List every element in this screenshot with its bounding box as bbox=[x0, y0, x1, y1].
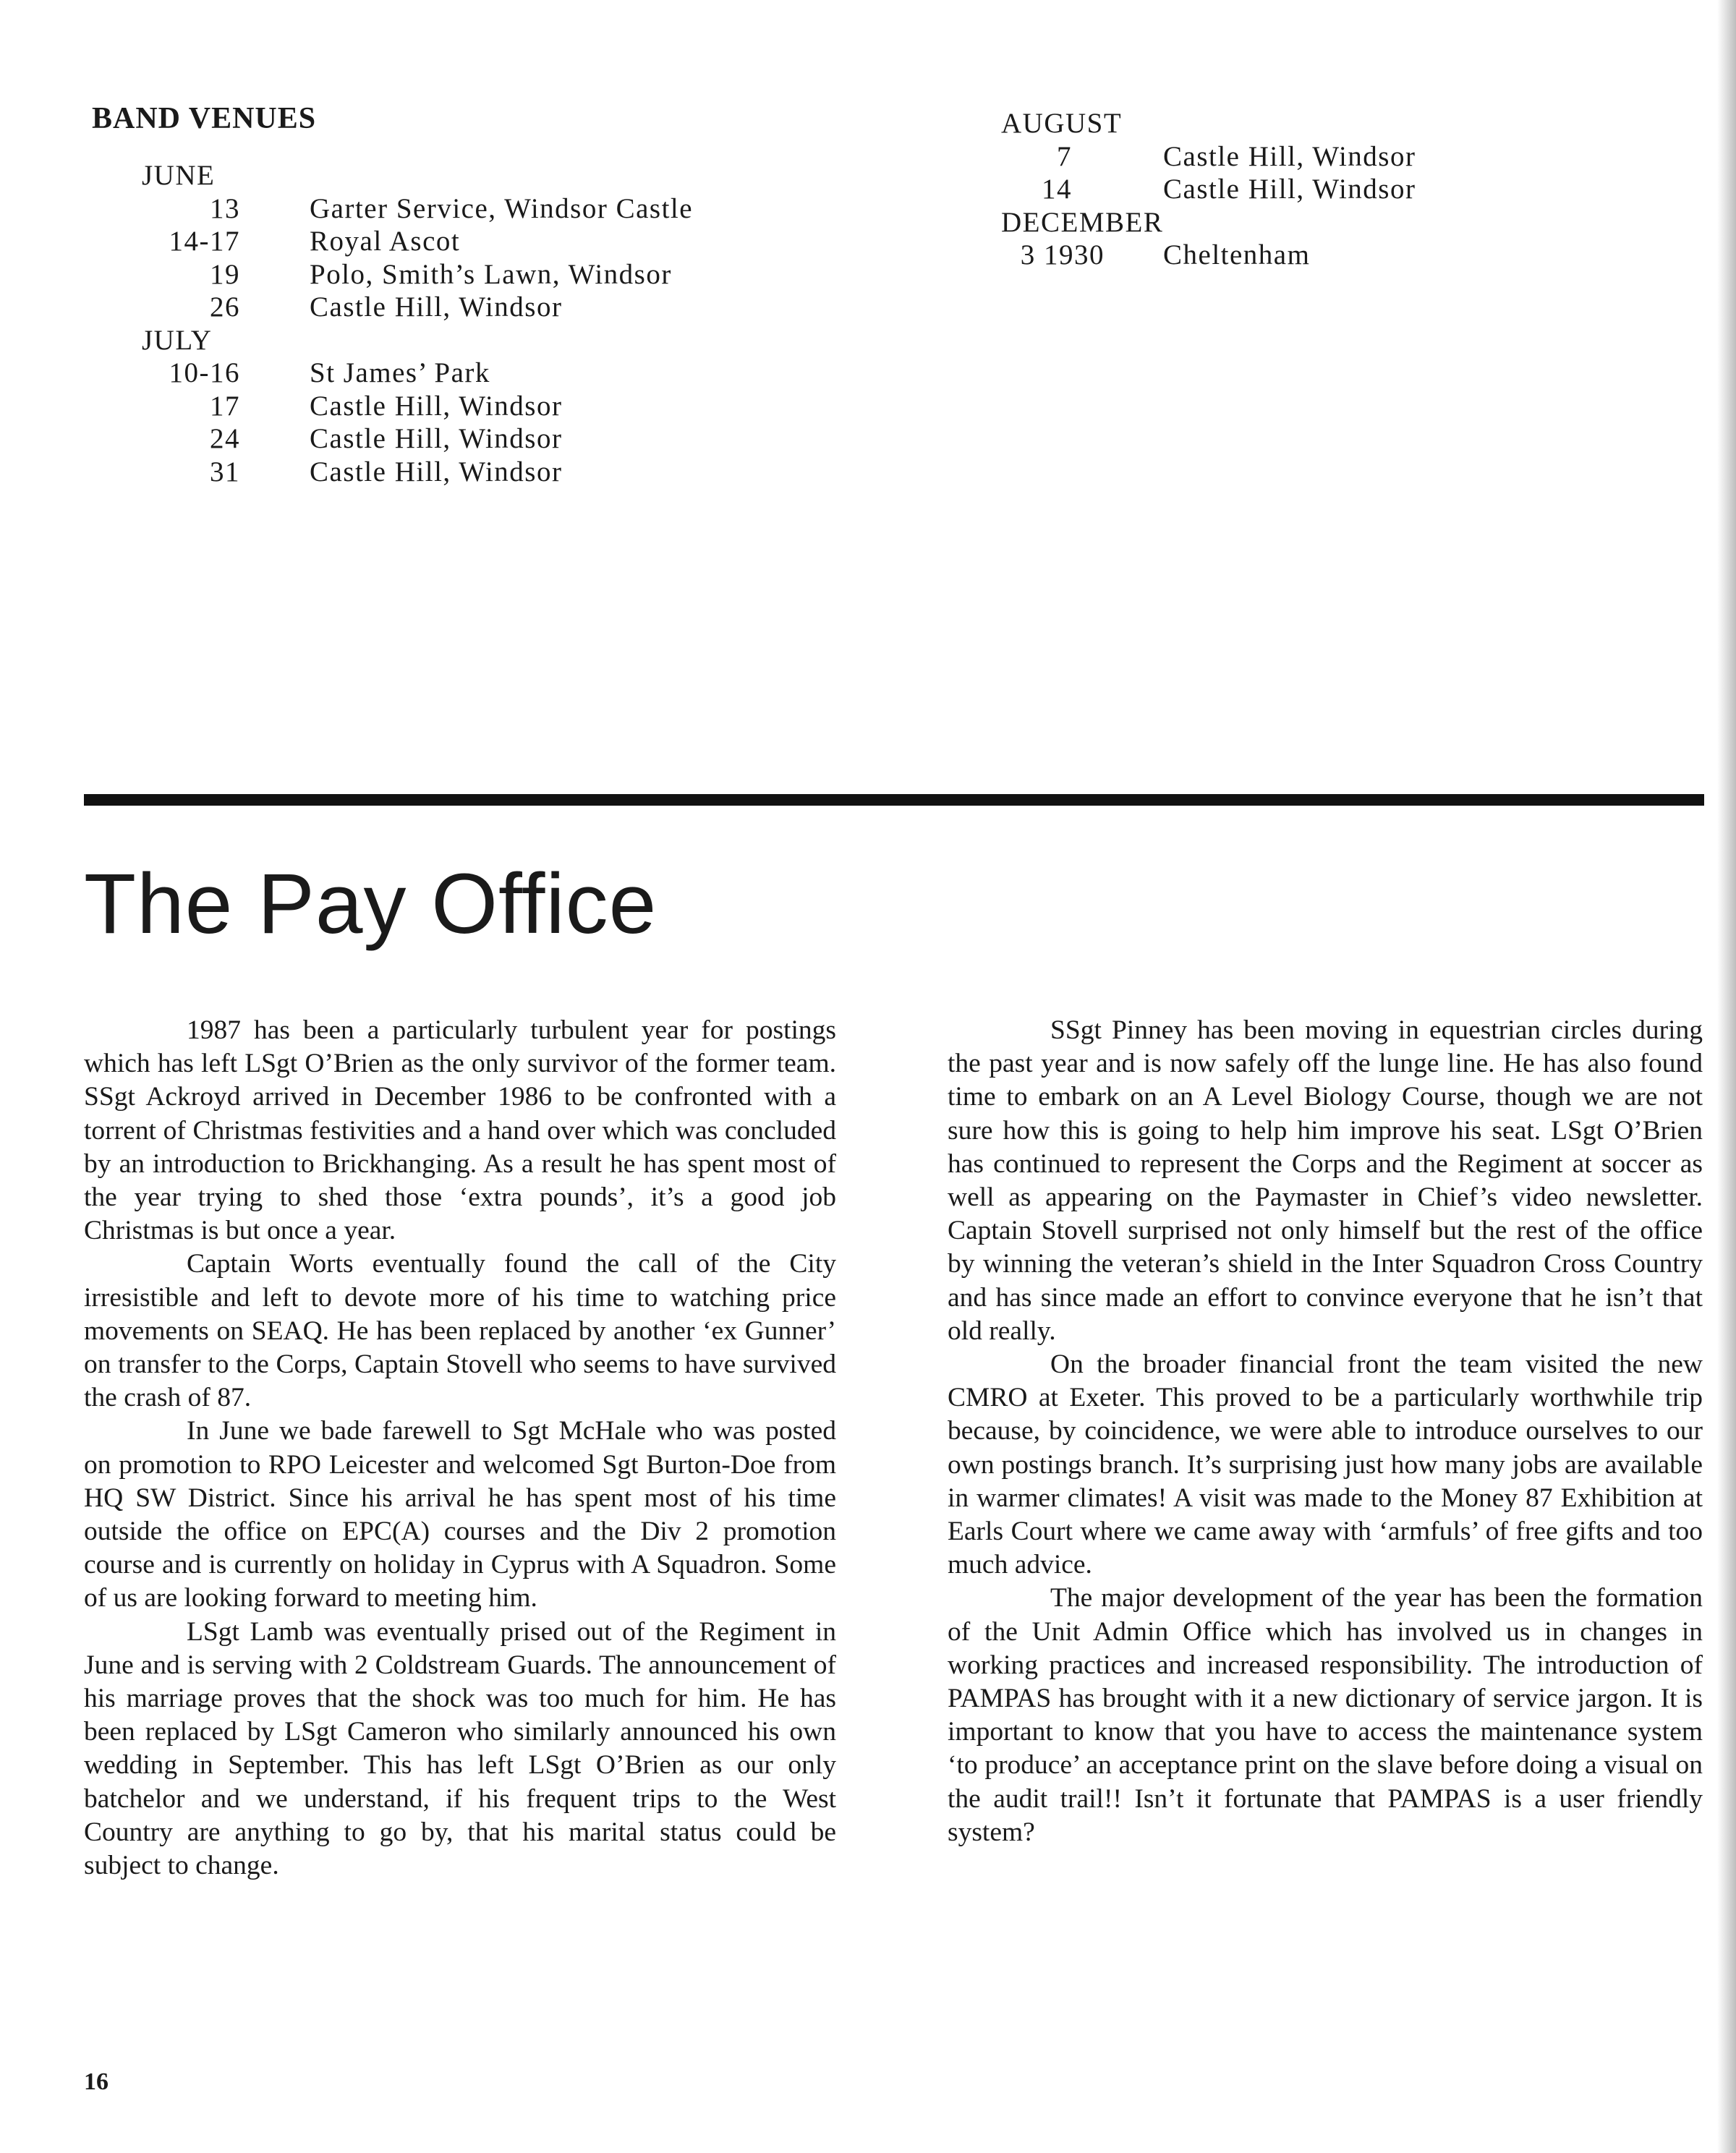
venue-row bbox=[142, 456, 793, 489]
venue-row bbox=[142, 357, 793, 390]
venue-place: Castle Hill, Windsor bbox=[1163, 140, 1416, 172]
venue-place: St James’ Park bbox=[310, 357, 490, 388]
page-edge-shadow bbox=[1717, 0, 1736, 2153]
article-paragraph: The major development of the year has been the formation of the Unit Admin Office which has involved us in changes in working practices and increased responsibility. The introduction of PAMPAS has brought with it a new dictionary of service jargon. It is important to know that you have to access the maintenance system ‘to produce’ an acceptance print on the slave before doing a visual on the audit trail!! Isn’t it fortunate that PAMPAS is a user friendly system? bbox=[948, 1583, 1703, 1847]
venue-month: JUNE bbox=[142, 160, 216, 191]
venue-place: Castle Hill, Windsor bbox=[310, 291, 563, 323]
venue-row bbox=[1001, 239, 1507, 272]
venue-row bbox=[142, 258, 793, 291]
venue-month-row bbox=[1001, 107, 1507, 140]
venue-date: 26 bbox=[210, 291, 240, 323]
article-paragraph: LSgt Lamb was eventually prised out of the Regiment in June and is serving with 2 Coldstream Guards. The announcement of his marriage proves that the shock was too much for him. He has been replaced by LSgt Cameron who similarly announced his own wedding in September. This has left LSgt O’Brien as our only batchelor and we understand, if his frequent trips to the West Country are anything to go by, that his marital status could be subject to change. bbox=[84, 1616, 836, 1881]
venue-row bbox=[1001, 173, 1507, 206]
venue-date: 7 bbox=[1057, 140, 1072, 172]
venue-place: Castle Hill, Windsor bbox=[1163, 174, 1416, 205]
venue-date: 24 bbox=[210, 423, 240, 454]
article-paragraph: SSgt Pinney has been moving in equestrian circles during the past year and is now safely off the lunge line. He has also found time to embark on an A Level Biology Course, though we are not sure how this is going to help him improve his seat. LSgt O’Brien has continued to represent the Corps and the Regiment at soccer as well as appearing on the Paymaster in Chief’s video newsletter. Captain Stovell surprised not only himself but the rest of the office by winning the veteran’s shield in the Inter Squadron Cross Country and has since made an effort to convince everyone that he isn’t that old really. bbox=[948, 1015, 1703, 1346]
venue-date: 10-16 bbox=[169, 357, 240, 388]
page-number: 16 bbox=[84, 2068, 109, 2095]
venue-date: 31 bbox=[210, 456, 240, 487]
venue-month: AUGUST bbox=[1001, 108, 1123, 139]
section-divider-rule bbox=[84, 794, 1704, 806]
article-title: The Pay Office bbox=[84, 856, 658, 952]
venue-date: 14 bbox=[1042, 174, 1072, 205]
venue-date: 13 bbox=[210, 192, 240, 224]
venue-date: 19 bbox=[210, 258, 240, 290]
venue-month-row bbox=[1001, 206, 1507, 239]
venue-month: DECEMBER bbox=[1001, 206, 1164, 238]
article-paragraph: 1987 has been a particularly turbulent year for postings which has left LSgt O’Brien as the only survivor of the former team. SSgt Ackroyd arrived in December 1986 to be confronted with a torrent of Christmas festivities and a hand over which was concluded by an introduction to Brickhanging. As a result he has spent most of the year trying to shed those ‘extra pounds’, it’s a good job Christmas is but once a year. bbox=[84, 1015, 836, 1246]
venue-place: Castle Hill, Windsor bbox=[310, 390, 563, 422]
venue-date: 17 bbox=[210, 390, 240, 422]
venue-place: Castle Hill, Windsor bbox=[310, 456, 563, 487]
band-venues-heading: BAND VENUES bbox=[92, 102, 317, 135]
venue-place: Garter Service, Windsor Castle bbox=[310, 192, 694, 224]
article-paragraph: On the broader financial front the team visited the new CMRO at Exeter. This proved to be a particularly worthwhile trip because, by coincidence, we were able to introduce ourselves to our own postings branch. It’s surprising just how many jobs are available in warmer climates! A visit was made to the Money 87 Exhibition at Earls Court where we came away with ‘armfuls’ of free gifts and too much advice. bbox=[948, 1350, 1703, 1580]
venue-month-row bbox=[142, 159, 793, 192]
band-venues-list-right bbox=[1001, 107, 1507, 272]
venue-row bbox=[142, 225, 793, 258]
article-column-left bbox=[84, 1014, 836, 1883]
venue-row bbox=[142, 192, 793, 226]
venue-place: Royal Ascot bbox=[310, 226, 461, 257]
venue-row bbox=[142, 291, 793, 324]
venue-place: Castle Hill, Windsor bbox=[310, 423, 563, 454]
venue-date: 14-17 bbox=[169, 226, 240, 257]
venue-place: Polo, Smith’s Lawn, Windsor bbox=[310, 258, 672, 290]
article-paragraph: Captain Worts eventually found the call of the City irresistible and left to devote more of his time to watching price movements on SEAQ. He has been replaced by another ‘ex Gunner’ on transfer to the Corps, Captain Stovell who seems to have survived the crash of 87. bbox=[84, 1249, 836, 1413]
venue-row bbox=[142, 422, 793, 456]
article-paragraph: In June we bade farewell to Sgt McHale who was posted on promotion to RPO Leicester and welcomed Sgt Burton-Doe from HQ SW District. Since his arrival he has spent most of his time outside the office on EPC(A) courses and the Div 2 promotion course and is currently on holiday in Cyprus with A Squadron. Some of us are looking forward to meeting him. bbox=[84, 1416, 836, 1613]
venue-month: JULY bbox=[142, 324, 213, 356]
venue-month-row bbox=[142, 324, 793, 357]
venue-place: Cheltenham bbox=[1163, 239, 1311, 270]
venue-row bbox=[1001, 140, 1507, 174]
article-column-right bbox=[948, 1014, 1703, 1849]
venue-date: 3 1930 bbox=[1020, 239, 1105, 270]
venue-row bbox=[142, 390, 793, 423]
band-venues-list-left bbox=[142, 159, 793, 488]
